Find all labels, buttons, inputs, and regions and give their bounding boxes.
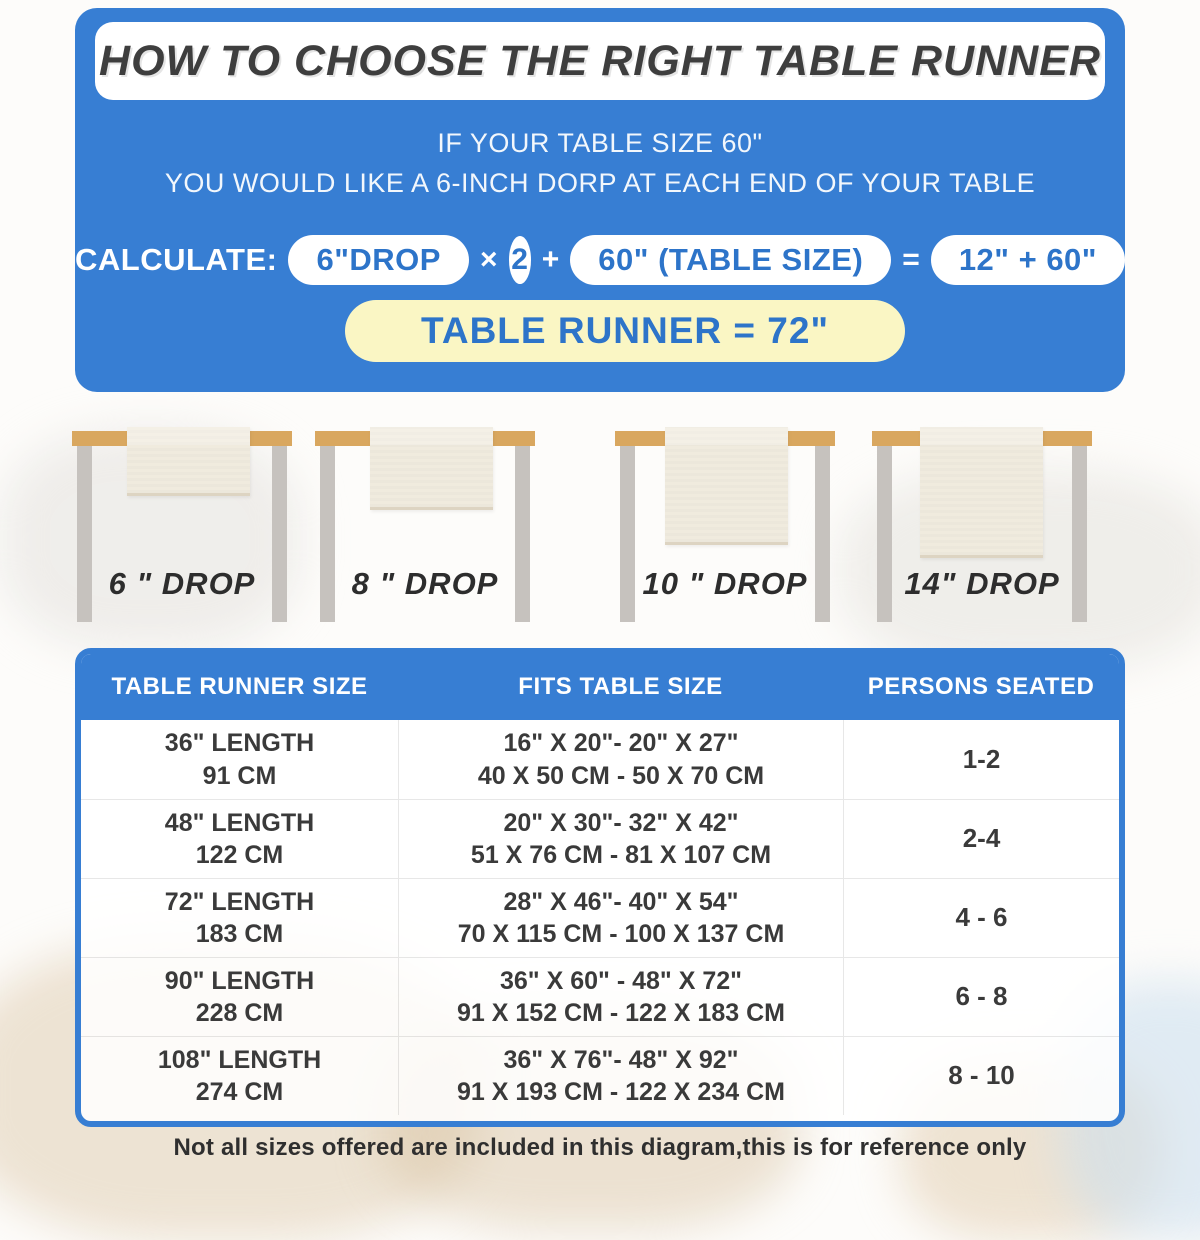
fits-table-cell [398,958,843,1036]
table-row [81,720,1119,799]
persons-cell: 2-4 [843,800,1119,878]
fits-table-cell [398,800,843,878]
drop-label: 10 " DROP [642,566,808,601]
calculate-label: CALCULATE: [75,242,278,277]
fits-table-cell [398,720,843,799]
table-runner-illustration [665,427,788,545]
table-runner-illustration [127,427,250,496]
size-reference-table [75,648,1125,1127]
table-row [81,1036,1119,1115]
fits-cm: 91 X 193 CM - 122 X 234 CM [457,1078,785,1106]
instruction-panel [75,8,1125,392]
table-header-row [81,654,1119,720]
multiplier-circle: 2 [509,236,531,284]
length-inches: 48" LENGTH [164,808,315,837]
persons-cell: 8 - 10 [843,1037,1119,1115]
drop-label: 6 " DROP [108,566,256,601]
persons-cell: 6 - 8 [843,958,1119,1036]
table-row [81,799,1119,878]
persons-cell: 4 - 6 [843,879,1119,957]
length-cm: 183 CM [195,920,284,948]
table-body [81,720,1119,1115]
drop-figure-10in [615,420,835,625]
fits-inches: 36" X 60" - 48" X 72" [500,966,742,995]
length-inches: 90" LENGTH [164,966,315,995]
fits-inches: 20" X 30"- 32" X 42" [503,808,739,837]
length-inches: 72" LENGTH [164,887,315,916]
fits-cm: 70 X 115 CM - 100 X 137 CM [457,920,785,948]
intro-line-1: IF YOUR TABLE SIZE 60" [437,128,763,158]
equals-operator: = [902,243,920,276]
column-header-runner-size: TABLE RUNNER SIZE [111,673,368,700]
fits-inches: 16" X 20"- 20" X 27" [503,729,739,757]
column-header-fits-table: FITS TABLE SIZE [518,673,723,700]
drop-figure-6in [72,420,292,625]
page-title: HOW TO CHOOSE THE RIGHT TABLE RUNNER [99,36,1101,85]
title-banner [95,22,1105,100]
runner-size-cell [81,958,398,1036]
column-header-persons: PERSONS SEATED [867,673,1095,700]
intro-line-2: YOU WOULD LIKE A 6-INCH DORP AT EACH END OF YOUR TABLE [164,168,1036,198]
table-runner-illustration [920,427,1043,558]
drop-figure-8in [315,420,535,625]
drop-examples [0,420,1200,645]
fits-cm: 51 X 76 CM - 81 X 107 CM [470,841,772,869]
runner-size-cell [81,800,398,878]
drop-label: 14" DROP [904,566,1060,601]
length-inches: 108" LENGTH [157,1045,322,1074]
plus-operator: + [541,243,560,276]
drop-figure-14in [872,420,1092,625]
runner-result-pill [345,300,905,362]
fits-cm: 40 X 50 CM - 50 X 70 CM [477,761,765,790]
calculation-row [75,234,1125,286]
fits-inches: 36" X 76"- 48" X 92" [503,1045,739,1074]
length-cm: 91 CM [202,761,277,790]
length-cm: 228 CM [195,999,284,1027]
table-size-pill: 60" (TABLE SIZE) [570,235,891,285]
runner-size-cell [81,879,398,957]
fits-inches: 28" X 46"- 40" X 54" [503,887,739,916]
drop-value-pill: 6"DROP [288,235,469,285]
drop-label: 8 " DROP [351,566,499,601]
runner-size-cell [81,720,398,799]
length-cm: 122 CM [195,841,284,869]
table-row [81,957,1119,1036]
fits-cm: 91 X 152 CM - 122 X 183 CM [457,999,785,1027]
fits-table-cell [398,1037,843,1115]
disclaimer-note: Not all sizes offered are included in this diagram,this is for reference only [173,1134,1027,1161]
persons-cell: 1-2 [843,720,1119,799]
sum-pill: 12" + 60" [931,235,1125,285]
runner-result-text: TABLE RUNNER = 72" [421,310,829,351]
length-cm: 274 CM [195,1078,284,1106]
fits-table-cell [398,879,843,957]
runner-size-cell [81,1037,398,1115]
multiply-operator: × [479,243,498,276]
length-inches: 36" LENGTH [164,729,315,757]
table-row [81,878,1119,957]
table-runner-illustration [370,427,493,510]
